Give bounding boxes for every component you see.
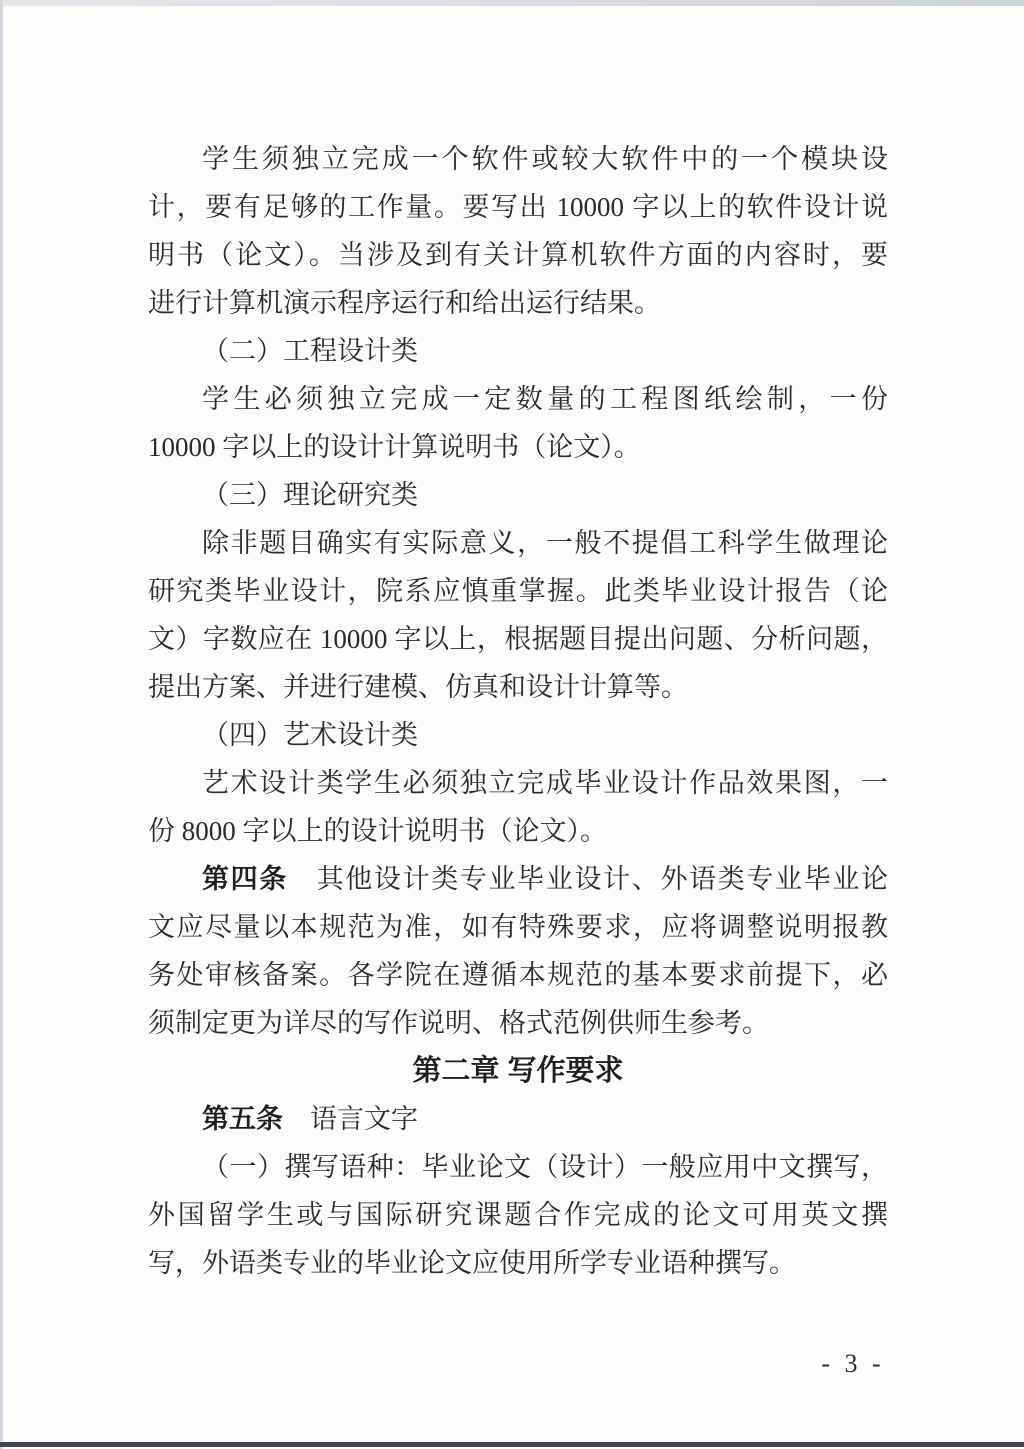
subsection-heading: [148, 471, 888, 519]
text-segment: 艺术设计类学生必须独立完成毕业设计作品效果图，一: [202, 768, 888, 798]
text-segment: 除非题目确实有实际意义，一般不提倡工科学生做理论: [202, 528, 888, 558]
text-segment: 写，外语类专业的毕业论文应使用所学专业语种撰写。: [148, 1248, 796, 1278]
text-segment: 10000 字以上的设计计算说明书（论文）。: [148, 432, 641, 462]
text-line: [148, 807, 888, 855]
text-line: [148, 519, 888, 567]
text-line: [148, 1191, 888, 1239]
text-segment: （二）工程设计类: [202, 336, 418, 366]
scan-bar-bottom: [0, 1442, 1024, 1447]
scan-edge-top: [0, 0, 1024, 6]
text-segment: （三）理论研究类: [202, 480, 418, 510]
text-segment: 文应尽量以本规范为准，如有特殊要求，应将调整说明报教: [148, 912, 888, 942]
page-number: - 3 -: [821, 1349, 885, 1378]
text-line: [148, 279, 888, 327]
document-body: [148, 135, 888, 1287]
text-line: [148, 999, 888, 1047]
text-segment: 须制定更为详尽的写作说明、格式范例供师生参考。: [148, 1008, 769, 1038]
text-line: [148, 663, 888, 711]
text-line: [148, 567, 888, 615]
text-segment: 文）字数应在 10000 字以上，根据题目提出问题、分析问题，: [148, 624, 888, 654]
text-segment: （一）撰写语种：毕业论文（设计）一般应用中文撰写，: [202, 1152, 888, 1182]
text-line: [148, 375, 888, 423]
text-line: [148, 1143, 888, 1191]
text-segment: 份 8000 字以上的设计说明书（论文）。: [148, 816, 607, 846]
text-line: [148, 231, 888, 279]
text-line: [148, 183, 888, 231]
chapter-heading: [148, 1047, 888, 1095]
subsection-heading: [148, 711, 888, 759]
article-paragraph-line: [148, 855, 888, 903]
text-segment: 语言文字: [283, 1104, 418, 1134]
text-line: [148, 759, 888, 807]
text-segment: 外国留学生或与国际研究课题合作完成的论文可用英文撰: [148, 1200, 888, 1230]
text-segment: 提出方案、并进行建模、仿真和设计计算等。: [148, 672, 688, 702]
text-line: [148, 615, 888, 663]
text-line: [148, 423, 888, 471]
text-line: [148, 903, 888, 951]
article-paragraph-line: [148, 1095, 888, 1143]
text-segment: 计，要有足够的工作量。要写出 10000 字以上的软件设计说: [148, 192, 888, 222]
text-segment: 其他设计类专业毕业设计、外语类专业毕业论: [287, 864, 888, 894]
bold-text-segment: 第五条: [202, 1104, 283, 1134]
subsection-heading: [148, 327, 888, 375]
bold-text-segment: 第四条: [202, 864, 288, 894]
text-line: [148, 951, 888, 999]
bold-text-segment: 第二章 写作要求: [412, 1055, 624, 1087]
text-line: [148, 135, 888, 183]
text-segment: 研究类毕业设计，院系应慎重掌握。此类毕业设计报告（论: [148, 576, 888, 606]
text-segment: 明书（论文）。当涉及到有关计算机软件方面的内容时，要: [148, 240, 888, 270]
text-segment: 务处审核备案。各学院在遵循本规范的基本要求前提下，必: [148, 960, 888, 990]
text-line: [148, 1239, 888, 1287]
scan-edge-left: [0, 0, 3, 1449]
text-segment: （四）艺术设计类: [202, 720, 418, 750]
text-segment: 学生必须独立完成一定数量的工程图纸绘制，一份: [202, 384, 888, 414]
text-segment: 学生须独立完成一个软件或较大软件中的一个模块设: [202, 144, 888, 174]
text-segment: 进行计算机演示程序运行和给出运行结果。: [148, 288, 661, 318]
